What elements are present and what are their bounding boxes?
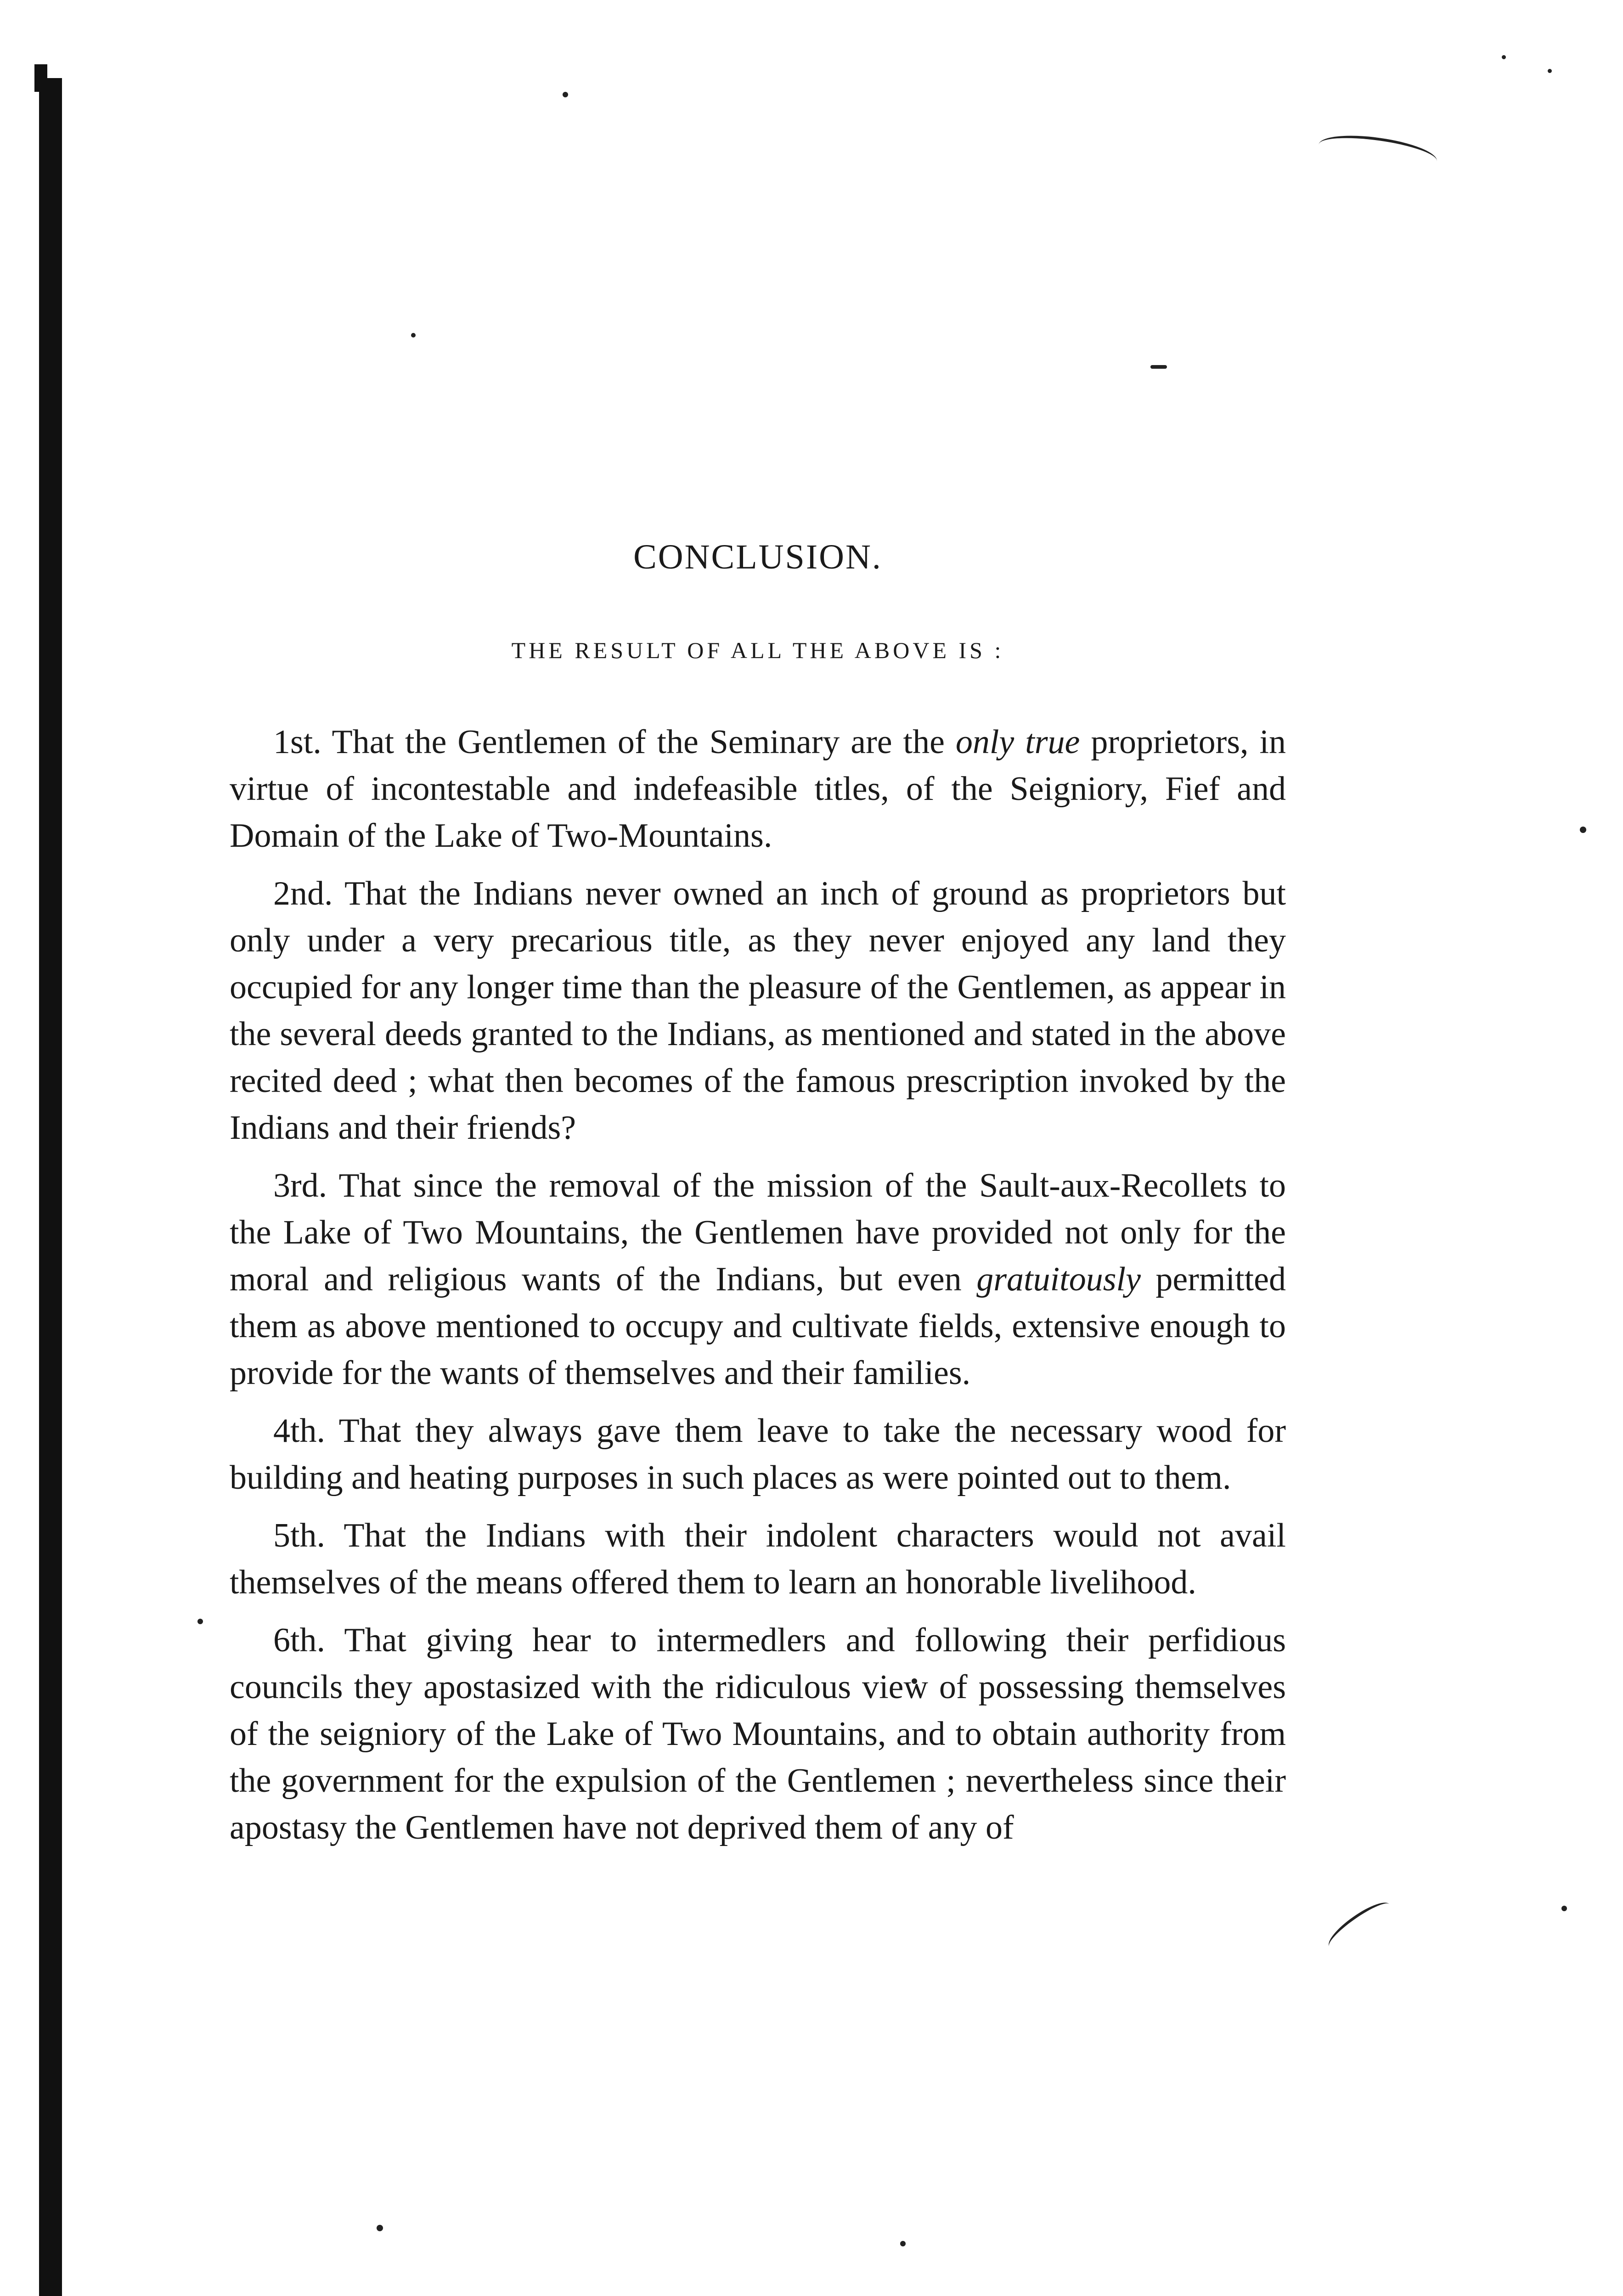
paragraph-text: permitted them as above mentioned to occupy and cultivate fields, extensive enough to provide for the wants of themselves and their families. <box>230 1261 1286 1392</box>
scan-mark <box>1317 129 1439 176</box>
paragraph-text: proprietors, in virtue of incontestable and indefeasible titles, of the Seigniory, Fief and Domain of the Lake of Two-Mountains. <box>230 723 1286 855</box>
paragraph-2 <box>230 870 1286 1151</box>
paragraph-number: 5th. <box>273 1517 326 1554</box>
paragraph-text: That the Indians with their indolent characters would not avail themselves of the means offered them to learn an honorable livelihood. <box>230 1517 1286 1601</box>
paragraph-number: 1st. <box>273 723 321 761</box>
scan-speck <box>411 333 416 338</box>
binding-edge <box>39 78 62 2296</box>
paragraph-text: That the Indians never owned an inch of ground as proprietors but only under a very precarious title, as they never enjoyed any land they occupied for any longer time than the pleasure of the Gentlemen, as appear in the several deeds granted to the Indians, as mentioned and stated in the above recited deed ; what then becomes of the famous prescription invoked by the Indians and their friends? <box>230 875 1286 1147</box>
paragraph-6 <box>230 1617 1286 1851</box>
emphasis-text: only true <box>955 723 1080 761</box>
page-body <box>230 537 1286 1862</box>
scan-speck <box>1502 55 1506 59</box>
paragraph-5 <box>230 1512 1286 1606</box>
paragraph-3 <box>230 1162 1286 1396</box>
scan-speck <box>1561 1906 1567 1911</box>
paragraph-number: 3rd. <box>273 1167 327 1204</box>
scan-speck <box>197 1619 203 1624</box>
scan-speck <box>1580 827 1586 833</box>
paragraph-text: That they always gave them leave to take the necessary wood for building and heating purposes in such places as were pointed out to them. <box>230 1412 1286 1497</box>
scan-speck <box>377 2225 383 2231</box>
paragraph-number: 2nd. <box>273 875 333 912</box>
paragraph-number: 4th. <box>273 1412 326 1450</box>
scan-mark <box>1323 1896 1395 1955</box>
scan-speck <box>900 2241 906 2246</box>
paragraph-text: That since the removal of the mission of the Sault-aux-Recollets to the Lake of Two Mountains, the Gentlemen have provided not only for the moral and religious wants of the Indians, but even <box>230 1167 1286 1298</box>
paragraph-number: 6th. <box>273 1621 326 1659</box>
scan-speck <box>1548 69 1552 73</box>
scan-speck <box>1150 365 1167 369</box>
paragraph-1 <box>230 719 1286 859</box>
emphasis-text: gratuitously <box>976 1261 1141 1298</box>
scan-speck <box>563 92 568 97</box>
paragraph-text: That giving hear to intermedlers and following their perfidious councils they apostasized with the ridiculous view of possessing themselves of the seigniory of the Lake of Two Mountains, and to obtain authority from the government for the expulsion of the Gentlemen ; nevertheless since their apostasy the Gentlemen have not deprived them of any of <box>230 1621 1286 1846</box>
page-title: CONCLUSION. <box>633 538 882 576</box>
section-heading: THE RESULT OF ALL THE ABOVE IS : <box>511 637 1004 663</box>
paragraph-text: That the Gentlemen of the Seminary are the <box>321 723 956 761</box>
paragraph-4 <box>230 1407 1286 1501</box>
